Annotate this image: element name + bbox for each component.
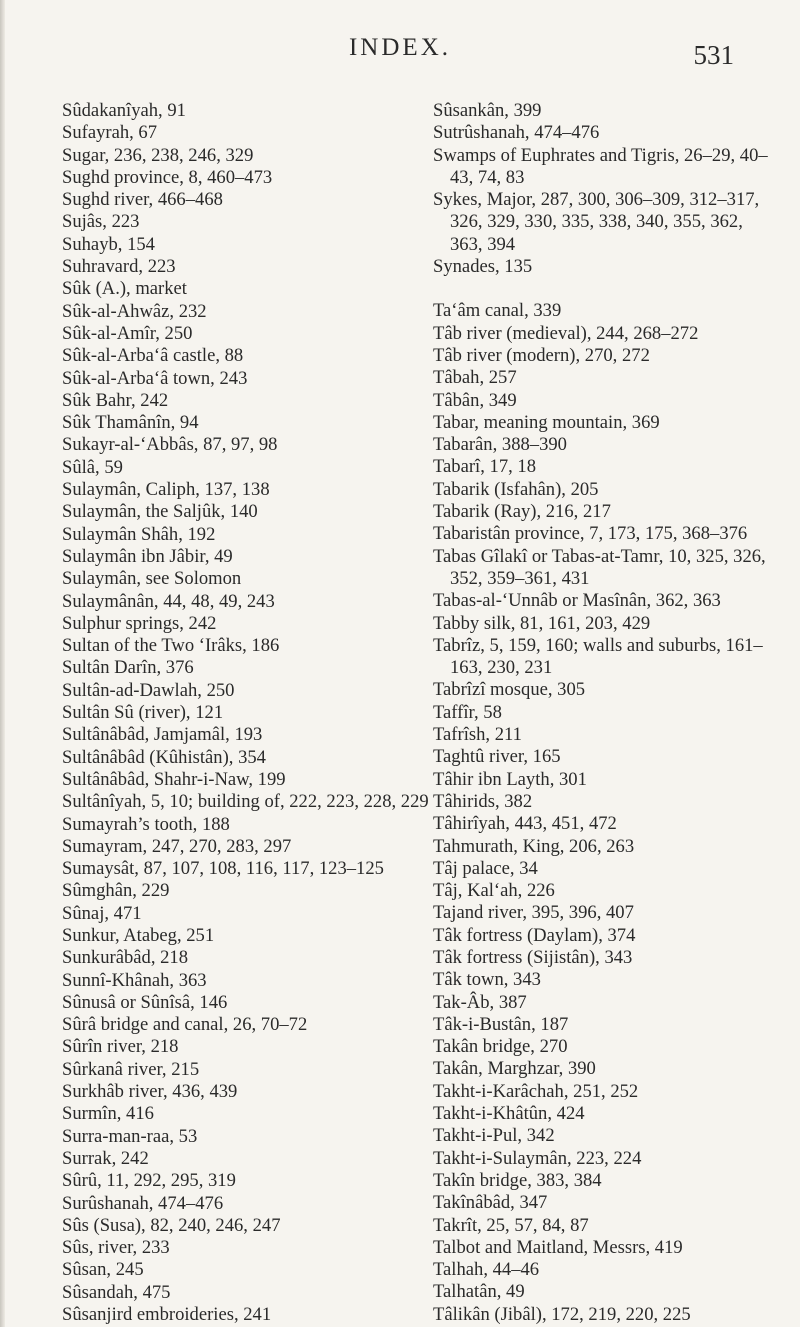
index-entry: Surmîn, 416 — [62, 1103, 154, 1125]
index-entry: Sulaymân Shâh, 192 — [62, 523, 216, 545]
index-entry: Sujâs, 223 — [62, 211, 140, 233]
index-entry: Tahmurath, King, 206, 263 — [433, 835, 635, 857]
index-entry: Sultân-ad-Dawlah, 250 — [62, 679, 235, 701]
index-entry: Tabas-al-‘Unnâb or Masînân, 362, 363 — [433, 590, 721, 612]
index-entry: Sughd province, 8, 460–473 — [62, 166, 273, 188]
index-entry: Synades, 135 — [433, 256, 533, 278]
index-entry: Sûs, river, 233 — [62, 1237, 170, 1259]
index-entry: Sûk-al-Amîr, 250 — [62, 322, 193, 344]
index-entry: Sûrû, 11, 292, 295, 319 — [62, 1170, 236, 1192]
index-entry: Surkhâb river, 436, 439 — [62, 1081, 238, 1103]
index-entry: Surra-man-raa, 53 — [62, 1125, 198, 1147]
index-entry: Surrak, 242 — [62, 1147, 149, 1169]
index-entry: Sufayrah, 67 — [62, 122, 158, 144]
index-entry: Tabar, meaning mountain, 369 — [433, 411, 660, 433]
index-entry: Sutrûshanah, 474–476 — [433, 122, 600, 144]
index-entry: Tâk fortress (Daylam), 374 — [433, 924, 636, 946]
index-entry: Sûsankân, 399 — [433, 100, 542, 121]
index-entry: Sultan of the Two ‘Irâks, 186 — [62, 635, 280, 657]
index-entry: Sultânâbâd, Jamjamâl, 193 — [62, 724, 263, 746]
index-entry: Tabby silk, 81, 161, 203, 429 — [433, 612, 651, 634]
index-entry: Suhayb, 154 — [62, 233, 155, 255]
index-entry: Talhah, 44–46 — [433, 1259, 540, 1281]
index-entry: Sûk-al-Arba‘â town, 243 — [62, 367, 248, 389]
index-entry: Sûrâ bridge and canal, 26, 70–72 — [62, 1014, 308, 1036]
index-entry: Sûsan, 245 — [62, 1259, 144, 1281]
index-entry: Sûmghân, 229 — [62, 880, 170, 902]
index-entry: Takht-i-Karâchah, 251, 252 — [433, 1080, 639, 1102]
index-entry: Sunkur, Atabeg, 251 — [62, 924, 215, 946]
index-entry: Sulaymân, see Solomon — [62, 568, 242, 590]
index-entry: Talbot and Maitland, Messrs, 419 — [433, 1236, 683, 1258]
index-entry: Sunnî-Khânah, 363 — [62, 969, 207, 991]
index-entry: Tabarî, 17, 18 — [433, 456, 537, 478]
index-entry: Sultânîyah, 5, 10; building of, 222, 223, 228, 229 — [62, 791, 429, 813]
index-column-left — [62, 100, 432, 1326]
index-group-t — [433, 300, 778, 1326]
index-entry: Sûsandah, 475 — [62, 1281, 171, 1303]
index-entry: Takht-i-Khâtûn, 424 — [433, 1103, 585, 1125]
index-entry: Sultânâbâd (Kûhistân), 354 — [62, 746, 266, 768]
index-entry: Tâbah, 257 — [433, 367, 517, 389]
index-entry: Sunkurâbâd, 218 — [62, 947, 189, 969]
running-title: INDEX. — [348, 34, 451, 61]
index-entry: Sûk-al-Ahwâz, 232 — [62, 300, 207, 322]
index-entry: Surûshanah, 474–476 — [62, 1192, 224, 1214]
index-entry: Tâk fortress (Sijistân), 343 — [433, 946, 633, 968]
index-entry: Tâbân, 349 — [433, 389, 517, 411]
index-entry: Tabarân, 388–390 — [433, 434, 567, 456]
letter-group-gap — [433, 278, 778, 300]
index-entry: Sultân Sû (river), 121 — [62, 702, 224, 724]
index-entry: Swamps of Euphrates and Tigris, 26–29, 40–43, 74, 83 — [433, 144, 768, 188]
index-entry: Sûlâ, 59 — [62, 456, 123, 478]
index-entry: Ta‘âm canal, 339 — [433, 300, 562, 322]
page-number: 531 — [693, 40, 734, 70]
index-entry: Takht-i-Pul, 342 — [433, 1125, 555, 1147]
index-entry: Sugar, 236, 238, 246, 329 — [62, 144, 254, 166]
index-entry: Sumayram, 247, 270, 283, 297 — [62, 835, 292, 857]
index-entry: Taghtû river, 165 — [433, 746, 561, 768]
page-header — [0, 34, 800, 84]
index-entry: Sulphur springs, 242 — [62, 612, 217, 634]
index-entry: Sûk (A.), market — [62, 278, 187, 300]
index-entry: Sumayrah’s tooth, 188 — [62, 813, 230, 835]
index-entry: Tâj, Kal‘ah, 226 — [433, 880, 555, 902]
index-entry: Sûsanjird embroideries, 241 — [62, 1304, 272, 1326]
index-entry: Tâb river (medieval), 244, 268–272 — [433, 322, 699, 344]
index-entry: Tâj palace, 34 — [433, 857, 538, 879]
index-entry: Taffîr, 58 — [433, 701, 502, 723]
index-entry: Tabarik (Isfahân), 205 — [433, 478, 599, 500]
index-entry: Sûrkanâ river, 215 — [62, 1058, 200, 1080]
index-entry: Takînâbâd, 347 — [433, 1192, 548, 1214]
index-entry: Tabrîz, 5, 159, 160; walls and suburbs, 161–163, 230, 231 — [433, 634, 763, 679]
index-entry: Tabarik (Ray), 216, 217 — [433, 501, 611, 523]
index-entry: Takîn bridge, 383, 384 — [433, 1169, 602, 1191]
index-entry: Tâb river (modern), 270, 272 — [433, 344, 650, 366]
index-entry: Suhravard, 223 — [62, 256, 176, 278]
index-entry: Tâhir ibn Layth, 301 — [433, 768, 587, 790]
index-column-right — [433, 100, 778, 1326]
index-entry: Sumaysât, 87, 107, 108, 116, 117, 123–125 — [62, 858, 384, 880]
index-entry: Sûk-al-Arba‘â castle, 88 — [62, 345, 244, 367]
index-entry: Takân bridge, 270 — [433, 1036, 568, 1058]
index-entry: Takrît, 25, 57, 84, 87 — [433, 1214, 589, 1236]
index-entry: Tabaristân province, 7, 173, 175, 368–376 — [433, 523, 748, 545]
index-entry: Takht-i-Sulaymân, 223, 224 — [433, 1147, 642, 1169]
index-entry: Sultân Darîn, 376 — [62, 657, 194, 679]
index-entry: Sûk Bahr, 242 — [62, 389, 169, 411]
index-entry: Tâk-i-Bustân, 187 — [433, 1013, 569, 1035]
index-entry: Sulaymânân, 44, 48, 49, 243 — [62, 590, 275, 612]
index-entry: Sûrîn river, 218 — [62, 1036, 179, 1058]
index-entry: Sughd river, 466–468 — [62, 189, 223, 211]
index-entry: Sulaymân, the Saljûk, 140 — [62, 501, 258, 523]
index-entry: Tabrîzî mosque, 305 — [433, 679, 586, 701]
index-entry: Sûs (Susa), 82, 240, 246, 247 — [62, 1214, 281, 1236]
index-entry: Talhatân, 49 — [433, 1281, 525, 1303]
index-entry: Sûk Thamânîn, 94 — [62, 412, 199, 434]
index-entry: Sukayr-al-‘Abbâs, 87, 97, 98 — [62, 434, 278, 456]
index-entry: Tafrîsh, 211 — [433, 724, 522, 746]
page-edge-shadow — [0, 0, 5, 1327]
index-entry: Sulaymân ibn Jâbir, 49 — [62, 545, 233, 567]
index-entry: Tâhirîyah, 443, 451, 472 — [433, 813, 617, 835]
index-group-s-continued — [433, 100, 778, 278]
index-entry: Tâlikân (Jibâl), 172, 219, 220, 225 — [433, 1303, 691, 1325]
index-entry: Sykes, Major, 287, 300, 306–309, 312–317, 326, 329, 330, 335, 338, 340, 355, 362, 363, 394 — [433, 189, 760, 255]
index-entry: Takân, Marghzar, 390 — [433, 1058, 596, 1080]
index-entry: Tabas Gîlakî or Tabas-at-Tamr, 10, 325, 326, 352, 359–361, 431 — [433, 545, 766, 589]
index-entry: Sultânâbâd, Shahr-i-Naw, 199 — [62, 768, 286, 790]
index-entry: Tâk town, 343 — [433, 969, 541, 991]
index-entry: Sûdakanîyah, 91 — [62, 100, 186, 121]
index-entry: Sûnaj, 471 — [62, 902, 142, 924]
index-entry: Tak-Âb, 387 — [433, 991, 527, 1013]
index-entry: Tâhirids, 382 — [433, 790, 533, 812]
index-entry: Sulaymân, Caliph, 137, 138 — [62, 479, 270, 501]
index-entry: Tajand river, 395, 396, 407 — [433, 902, 634, 924]
index-entry: Sûnusâ or Sûnîsâ, 146 — [62, 991, 228, 1013]
